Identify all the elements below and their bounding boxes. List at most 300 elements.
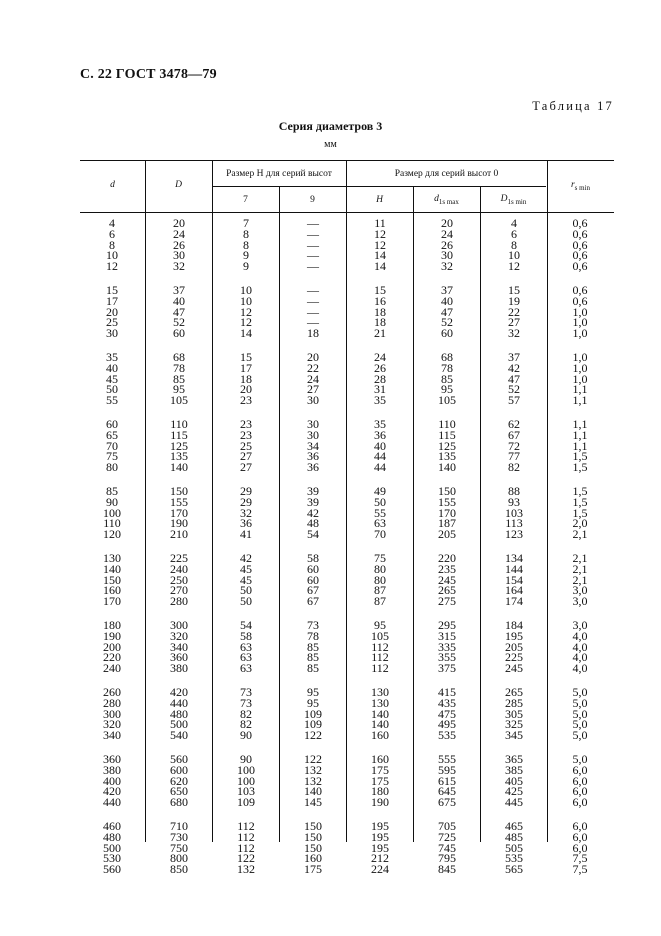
cell-D1s: 154 xyxy=(505,572,523,587)
cell-D1s: 42 xyxy=(508,360,520,375)
cell-d1s: 845 xyxy=(438,862,456,877)
cell-D1s: 365 xyxy=(505,752,523,766)
cell-d: 560 xyxy=(103,862,121,877)
cell-h9: 85 xyxy=(307,639,319,654)
cell-rs: 1,0 xyxy=(572,326,588,341)
cell-H: 28 xyxy=(374,371,386,386)
cell-rs: 1,0 xyxy=(572,360,588,375)
cell-d: 70 xyxy=(106,438,118,453)
cell-h7: 29 xyxy=(240,484,252,498)
cell-h9: 85 xyxy=(307,661,319,676)
cell-h9: 132 xyxy=(304,762,322,777)
cell-rs: 5,0 xyxy=(572,685,588,699)
cell-d1s: 30 xyxy=(441,248,453,263)
cell-D: 540 xyxy=(170,728,188,743)
cell-h7: 36 xyxy=(240,516,252,531)
cell-H: 44 xyxy=(374,460,386,475)
cell-d: 50 xyxy=(106,382,118,397)
cell-h9: — xyxy=(307,216,319,230)
cell-D: 68 xyxy=(173,350,185,364)
cell-d: 200 xyxy=(103,639,121,654)
cell-d: 35 xyxy=(106,350,118,364)
cell-h9: 20 xyxy=(307,350,319,364)
cell-h9: 122 xyxy=(304,752,322,766)
cell-h9: 175 xyxy=(304,862,322,877)
cell-h9: 39 xyxy=(307,494,319,509)
cell-rs: 5,0 xyxy=(572,706,588,721)
cell-h7: 23 xyxy=(240,417,252,431)
cell-h7: 23 xyxy=(240,393,252,408)
cell-d1s: 275 xyxy=(438,594,456,609)
cell-h9: 30 xyxy=(307,393,319,408)
cell-D: 110 xyxy=(170,417,188,431)
cell-rs: 3,0 xyxy=(572,618,588,632)
cell-h7: 112 xyxy=(237,840,255,855)
cell-d1s: 795 xyxy=(438,851,456,866)
cell-D: 26 xyxy=(173,237,185,252)
cell-d1s: 705 xyxy=(438,819,456,833)
cell-H: 18 xyxy=(374,304,386,319)
cell-h7: 32 xyxy=(240,505,252,520)
cell-D: 280 xyxy=(170,594,188,609)
cell-h7: 12 xyxy=(240,304,252,319)
table-label: Таблица 17 xyxy=(532,99,614,113)
cell-h7: 50 xyxy=(240,583,252,598)
cell-d1s: 140 xyxy=(438,460,456,475)
cell-h7: 23 xyxy=(240,427,252,442)
cell-D: 270 xyxy=(170,583,188,598)
cell-d1s: 295 xyxy=(438,618,456,632)
cell-H: 195 xyxy=(371,840,389,855)
cell-d: 45 xyxy=(106,371,118,386)
cell-h7: 63 xyxy=(240,639,252,654)
cell-d: 30 xyxy=(106,326,118,341)
cell-rs: 6,0 xyxy=(572,840,588,855)
cell-D: 85 xyxy=(173,371,185,386)
cell-D: 37 xyxy=(173,283,185,297)
cell-D1s: 62 xyxy=(508,417,520,431)
cell-rs: 1,0 xyxy=(572,315,588,330)
cell-rs: 6,0 xyxy=(572,819,588,833)
cell-H: 195 xyxy=(371,819,389,833)
cell-H: 80 xyxy=(374,572,386,587)
cell-h7: 27 xyxy=(240,460,252,475)
units-label: мм xyxy=(324,139,337,150)
cell-rs: 0,6 xyxy=(572,259,588,274)
cell-d1s: 615 xyxy=(438,773,456,788)
cell-h9: 140 xyxy=(304,784,322,799)
cell-h9: 60 xyxy=(307,561,319,576)
cell-d1s: 245 xyxy=(438,572,456,587)
cell-H: 105 xyxy=(371,628,389,643)
table-title: Серия диаметров 3 xyxy=(278,119,383,133)
cell-rs: 7,5 xyxy=(572,862,588,877)
cell-h9: — xyxy=(307,315,319,330)
cell-h9: 39 xyxy=(307,484,319,498)
cell-rs: 5,0 xyxy=(572,717,588,732)
cell-H: 24 xyxy=(374,350,386,364)
cell-H: 112 xyxy=(371,661,389,676)
cell-h9: — xyxy=(307,259,319,274)
cell-D: 125 xyxy=(170,438,188,453)
cell-h7: 63 xyxy=(240,650,252,665)
cell-h7: 100 xyxy=(237,762,255,777)
cell-rs: 3,0 xyxy=(572,583,588,598)
cell-d: 120 xyxy=(103,527,121,542)
cell-h7: 17 xyxy=(240,360,252,375)
cell-D1s: 305 xyxy=(505,706,523,721)
cell-D: 300 xyxy=(170,618,188,632)
cell-d: 10 xyxy=(106,248,118,263)
cell-h9: — xyxy=(307,237,319,252)
cell-d1s: 37 xyxy=(441,283,453,297)
cell-d: 40 xyxy=(106,360,118,375)
cell-d: 530 xyxy=(103,851,121,866)
cell-h9: 48 xyxy=(307,516,319,531)
cell-d: 240 xyxy=(103,661,121,676)
cell-d1s: 595 xyxy=(438,762,456,777)
cell-D: 380 xyxy=(170,661,188,676)
cell-D1s: 77 xyxy=(508,449,520,464)
cell-d1s: 375 xyxy=(438,661,456,676)
cell-D1s: 285 xyxy=(505,695,523,710)
cell-D1s: 19 xyxy=(508,293,520,308)
cell-H: 140 xyxy=(371,717,389,732)
cell-d: 420 xyxy=(103,784,121,799)
cell-h7: 9 xyxy=(243,248,249,263)
cell-d: 75 xyxy=(106,449,118,464)
cell-d: 460 xyxy=(103,819,121,833)
cell-D1s: 535 xyxy=(505,851,523,866)
cell-h7: 50 xyxy=(240,594,252,609)
cell-d1s: 170 xyxy=(438,505,456,520)
cell-d1s: 220 xyxy=(438,551,456,565)
cell-rs: 3,0 xyxy=(572,594,588,609)
cell-D: 730 xyxy=(170,829,188,844)
cell-H: 160 xyxy=(371,752,389,766)
cell-d1s: 235 xyxy=(438,561,456,576)
column-header-group-h: Размер H для серий высот xyxy=(226,169,332,179)
cell-H: 26 xyxy=(374,360,386,375)
cell-rs: 1,1 xyxy=(572,393,588,408)
cell-rs: 0,6 xyxy=(572,248,588,263)
cell-h7: 103 xyxy=(237,784,255,799)
cell-rs: 1,1 xyxy=(572,438,588,453)
cell-d: 220 xyxy=(103,650,121,665)
cell-H: 12 xyxy=(374,226,386,241)
cell-d1s: 335 xyxy=(438,639,456,654)
cell-d: 140 xyxy=(103,561,121,576)
cell-rs: 5,0 xyxy=(572,752,588,766)
cell-d: 90 xyxy=(106,494,118,509)
cell-D1s: 174 xyxy=(505,594,523,609)
column-header-9: 9 xyxy=(310,195,315,205)
cell-h9: 60 xyxy=(307,572,319,587)
cell-D: 140 xyxy=(170,460,188,475)
cell-D: 600 xyxy=(170,762,188,777)
cell-rs: 2,1 xyxy=(572,527,588,542)
cell-h9: — xyxy=(307,304,319,319)
cell-D1s: 345 xyxy=(505,728,523,743)
cell-D1s: 485 xyxy=(505,829,523,844)
cell-d1s: 60 xyxy=(441,326,453,341)
cell-d1s: 265 xyxy=(438,583,456,598)
page-header: С. 22 ГОСТ 3478—79 xyxy=(80,67,217,82)
cell-h7: 73 xyxy=(240,695,252,710)
column-header-7: 7 xyxy=(243,195,248,205)
cell-H: 112 xyxy=(371,650,389,665)
cell-d: 80 xyxy=(106,460,118,475)
cell-D: 340 xyxy=(170,639,188,654)
cell-D: 52 xyxy=(173,315,185,330)
cell-h9: — xyxy=(307,283,319,297)
cell-rs: 7,5 xyxy=(572,851,588,866)
cell-rs: 1,5 xyxy=(572,484,588,498)
cell-H: 180 xyxy=(371,784,389,799)
cell-D: 32 xyxy=(173,259,185,274)
table-rule-header-bottom xyxy=(80,212,614,213)
cell-D1s: 67 xyxy=(508,427,520,442)
cell-h7: 10 xyxy=(240,283,252,297)
cell-d: 500 xyxy=(103,840,121,855)
cell-d: 400 xyxy=(103,773,121,788)
cell-H: 35 xyxy=(374,393,386,408)
table-rule-top xyxy=(80,160,614,161)
column-divider xyxy=(145,160,146,842)
cell-D: 95 xyxy=(173,382,185,397)
cell-D1s: 465 xyxy=(505,819,523,833)
cell-d: 340 xyxy=(103,728,121,743)
cell-h7: 27 xyxy=(240,449,252,464)
cell-D1s: 93 xyxy=(508,494,520,509)
cell-D1s: 82 xyxy=(508,460,520,475)
cell-H: 175 xyxy=(371,762,389,777)
cell-D: 40 xyxy=(173,293,185,308)
cell-d1s: 115 xyxy=(438,427,456,442)
column-divider xyxy=(547,160,548,842)
cell-rs: 2,1 xyxy=(572,551,588,565)
cell-d1s: 415 xyxy=(438,685,456,699)
cell-d: 380 xyxy=(103,762,121,777)
cell-h9: 34 xyxy=(307,438,319,453)
cell-rs: 1,0 xyxy=(572,371,588,386)
cell-D: 800 xyxy=(170,851,188,866)
cell-h9: 78 xyxy=(307,628,319,643)
cell-h9: 30 xyxy=(307,427,319,442)
cell-h9: 24 xyxy=(307,371,319,386)
cell-H: 50 xyxy=(374,494,386,509)
cell-h9: 27 xyxy=(307,382,319,397)
cell-D: 225 xyxy=(170,551,188,565)
cell-h9: 54 xyxy=(307,527,319,542)
cell-h9: 109 xyxy=(304,706,322,721)
cell-d1s: 68 xyxy=(441,350,453,364)
cell-h9: 22 xyxy=(307,360,319,375)
cell-d1s: 110 xyxy=(438,417,456,431)
cell-D1s: 32 xyxy=(508,326,520,341)
cell-h7: 90 xyxy=(240,728,252,743)
cell-D: 30 xyxy=(173,248,185,263)
cell-h9: 73 xyxy=(307,618,319,632)
cell-h7: 109 xyxy=(237,795,255,810)
cell-rs: 1,1 xyxy=(572,417,588,431)
cell-h7: 63 xyxy=(240,661,252,676)
cell-d1s: 32 xyxy=(441,259,453,274)
cell-h7: 82 xyxy=(240,717,252,732)
column-header-H: H xyxy=(376,195,383,205)
cell-rs: 1,1 xyxy=(572,427,588,442)
cell-H: 112 xyxy=(371,639,389,654)
cell-D1s: 405 xyxy=(505,773,523,788)
cell-D: 850 xyxy=(170,862,188,877)
cell-D1s: 565 xyxy=(505,862,523,877)
cell-D1s: 195 xyxy=(505,628,523,643)
cell-h7: 73 xyxy=(240,685,252,699)
cell-H: 16 xyxy=(374,293,386,308)
cell-D1s: 113 xyxy=(505,516,523,531)
cell-D1s: 245 xyxy=(505,661,523,676)
cell-h7: 82 xyxy=(240,706,252,721)
cell-h7: 41 xyxy=(240,527,252,542)
cell-d: 20 xyxy=(106,304,118,319)
cell-h7: 18 xyxy=(240,371,252,386)
cell-d: 170 xyxy=(103,594,121,609)
cell-D1s: 205 xyxy=(505,639,523,654)
cell-h9: 132 xyxy=(304,773,322,788)
cell-d: 480 xyxy=(103,829,121,844)
cell-d: 160 xyxy=(103,583,121,598)
cell-D: 480 xyxy=(170,706,188,721)
cell-D1s: 10 xyxy=(508,248,520,263)
cell-h9: 42 xyxy=(307,505,319,520)
cell-h9: — xyxy=(307,293,319,308)
cell-h9: 36 xyxy=(307,460,319,475)
cell-H: 21 xyxy=(374,326,386,341)
cell-h7: 10 xyxy=(240,293,252,308)
cell-D: 60 xyxy=(173,326,185,341)
cell-d: 8 xyxy=(109,237,115,252)
cell-D1s: 265 xyxy=(505,685,523,699)
cell-H: 49 xyxy=(374,484,386,498)
cell-D: 420 xyxy=(170,685,188,699)
cell-h9: 58 xyxy=(307,551,319,565)
cell-D: 47 xyxy=(173,304,185,319)
cell-D: 680 xyxy=(170,795,188,810)
cell-h7: 58 xyxy=(240,628,252,643)
cell-d: 15 xyxy=(106,283,118,297)
cell-h9: 67 xyxy=(307,583,319,598)
cell-d1s: 125 xyxy=(438,438,456,453)
cell-rs: 4,0 xyxy=(572,650,588,665)
cell-d: 85 xyxy=(106,484,118,498)
cell-d1s: 475 xyxy=(438,706,456,721)
cell-h7: 132 xyxy=(237,862,255,877)
cell-rs: 6,0 xyxy=(572,773,588,788)
cell-H: 80 xyxy=(374,561,386,576)
cell-D1s: 8 xyxy=(511,237,517,252)
cell-h7: 29 xyxy=(240,494,252,509)
cell-D: 250 xyxy=(170,572,188,587)
cell-rs: 6,0 xyxy=(572,829,588,844)
cell-d: 110 xyxy=(103,516,121,531)
cell-H: 175 xyxy=(371,773,389,788)
cell-rs: 2,0 xyxy=(572,516,588,531)
cell-d1s: 52 xyxy=(441,315,453,330)
column-header-group-0: Размер для серий высот 0 xyxy=(394,169,499,179)
cell-d1s: 725 xyxy=(438,829,456,844)
cell-H: 11 xyxy=(374,216,386,230)
table-rule-group xyxy=(212,186,546,187)
cell-h9: 30 xyxy=(307,417,319,431)
cell-h7: 20 xyxy=(240,382,252,397)
cell-H: 130 xyxy=(371,695,389,710)
cell-h9: 95 xyxy=(307,695,319,710)
cell-d: 150 xyxy=(103,572,121,587)
cell-d: 17 xyxy=(106,293,118,308)
cell-H: 15 xyxy=(374,283,386,297)
cell-h9: 145 xyxy=(304,795,322,810)
column-header-D: D xyxy=(175,180,182,190)
cell-h7: 8 xyxy=(243,226,249,241)
cell-h7: 112 xyxy=(237,829,255,844)
cell-h7: 90 xyxy=(240,752,252,766)
cell-H: 190 xyxy=(371,795,389,810)
cell-D: 150 xyxy=(170,484,188,498)
cell-d: 6 xyxy=(109,226,115,241)
cell-h7: 42 xyxy=(240,551,252,565)
cell-H: 130 xyxy=(371,685,389,699)
cell-H: 87 xyxy=(374,583,386,598)
cell-H: 87 xyxy=(374,594,386,609)
cell-d1s: 155 xyxy=(438,494,456,509)
cell-d1s: 26 xyxy=(441,237,453,252)
cell-D1s: 72 xyxy=(508,438,520,453)
cell-D: 210 xyxy=(170,527,188,542)
cell-H: 18 xyxy=(374,315,386,330)
cell-D1s: 225 xyxy=(505,650,523,665)
cell-D: 155 xyxy=(170,494,188,509)
cell-rs: 6,0 xyxy=(572,784,588,799)
column-divider xyxy=(212,160,213,842)
cell-D: 24 xyxy=(173,226,185,241)
cell-H: 31 xyxy=(374,382,386,397)
cell-d1s: 135 xyxy=(438,449,456,464)
cell-d: 300 xyxy=(103,706,121,721)
cell-d: 320 xyxy=(103,717,121,732)
column-header-D1s: $D_{1s min}$ xyxy=(500,194,527,206)
cell-d1s: 745 xyxy=(438,840,456,855)
cell-D1s: 88 xyxy=(508,484,520,498)
cell-d: 440 xyxy=(103,795,121,810)
cell-d1s: 24 xyxy=(441,226,453,241)
cell-H: 40 xyxy=(374,438,386,453)
cell-rs: 1,5 xyxy=(572,449,588,464)
column-header-rs: $r_{s min}$ xyxy=(570,180,591,192)
cell-D1s: 164 xyxy=(505,583,523,598)
cell-h9: — xyxy=(307,248,319,263)
cell-D: 620 xyxy=(170,773,188,788)
cell-D1s: 15 xyxy=(508,283,520,297)
cell-D: 710 xyxy=(170,819,188,833)
cell-h9: 122 xyxy=(304,728,322,743)
cell-D: 440 xyxy=(170,695,188,710)
cell-H: 212 xyxy=(371,851,389,866)
column-divider xyxy=(413,186,414,842)
cell-rs: 1,1 xyxy=(572,382,588,397)
cell-h7: 12 xyxy=(240,315,252,330)
cell-h9: 85 xyxy=(307,650,319,665)
cell-rs: 0,6 xyxy=(572,237,588,252)
